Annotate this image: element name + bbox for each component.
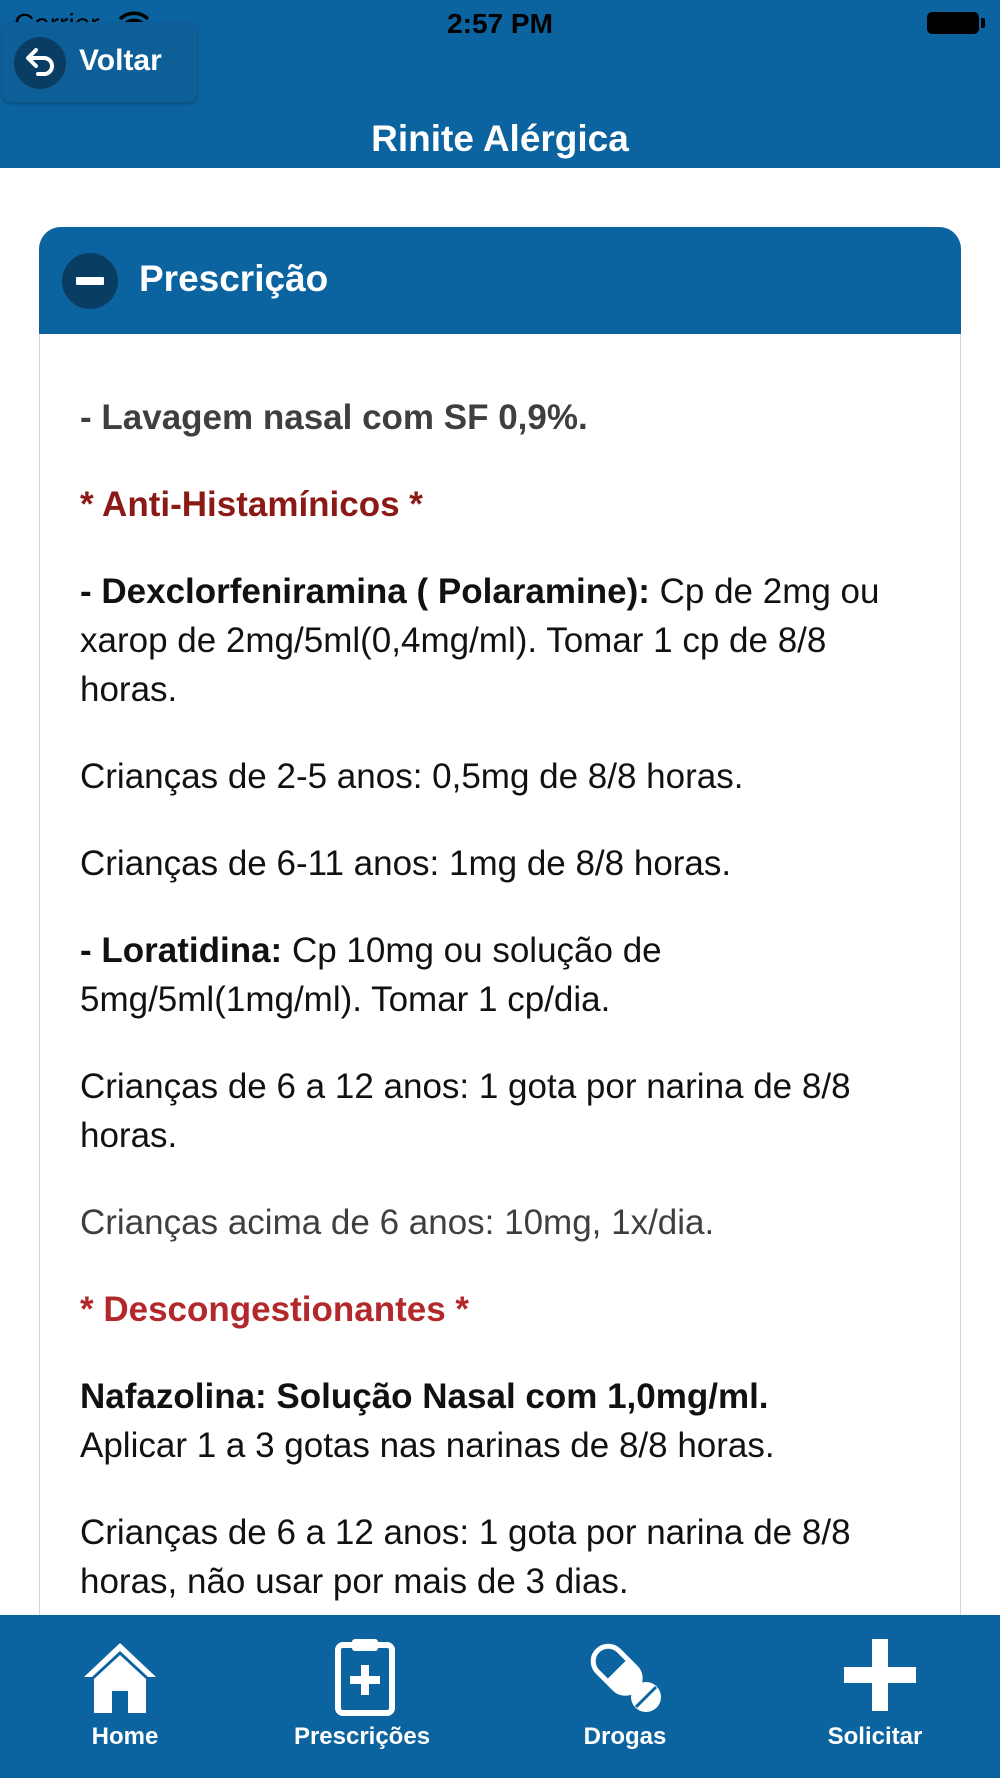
prescription-panel-header[interactable] — [39, 227, 961, 334]
tab-home-label: Home — [91, 1723, 159, 1750]
decongestants-heading: * Descongestionantes * — [80, 1290, 469, 1329]
nafazolina-child-dose: Crianças de 6 a 12 anos: 1 gota por narina de 8/8 horas, não usar por mais de 3 dias. — [80, 1513, 851, 1601]
loratidina-dose: Cp 10mg ou solução de 5mg/5ml(1mg/ml). Tomar 1 cp/dia. — [80, 931, 662, 1019]
nafazolina-paragraph — [80, 1372, 930, 1470]
clipboard-plus-icon — [334, 1637, 396, 1717]
loratidina-child-dose-2: Crianças acima de 6 anos: 10mg, 1x/dia. — [80, 1203, 715, 1242]
navigation-bar — [0, 0, 1000, 168]
tab-prescricoes[interactable] — [237, 1615, 487, 1778]
back-button[interactable] — [2, 22, 197, 102]
tab-drogas[interactable] — [500, 1615, 750, 1778]
tab-drogas-label: Drogas — [583, 1723, 667, 1750]
tab-solicitar[interactable] — [750, 1615, 1000, 1778]
battery-icon — [927, 12, 979, 34]
antihistamines-heading: * Anti-Histamínicos * — [80, 485, 423, 524]
page-title: Rinite Alérgica — [371, 118, 629, 159]
prescription-content — [80, 393, 930, 1644]
loratidina-child-dose-1: Crianças de 6 a 12 anos: 1 gota por narina de 8/8 horas. — [80, 1067, 851, 1155]
back-icon — [14, 37, 66, 89]
battery-tip — [981, 18, 985, 28]
tab-solicitar-label: Solicitar — [827, 1723, 923, 1750]
nafazolina-name: Nafazolina: Solução Nasal com 1,0mg/ml. — [80, 1377, 769, 1416]
collapse-icon[interactable] — [62, 253, 118, 309]
tab-prescricoes-label: Prescrições — [293, 1723, 431, 1750]
dexclorfeniramina-child-dose-1: Crianças de 2-5 anos: 0,5mg de 8/8 horas. — [80, 757, 744, 796]
dexclorfeniramina-paragraph — [80, 567, 930, 714]
minus-icon — [76, 277, 104, 285]
dexclorfeniramina-name: - Dexclorfeniramina ( Polaramine): — [80, 572, 650, 611]
home-icon — [80, 1637, 160, 1717]
back-button-label: Voltar — [79, 44, 162, 77]
nafazolina-dose: Aplicar 1 a 3 gotas nas narinas de 8/8 horas. — [80, 1426, 775, 1465]
dexclorfeniramina-child-dose-2: Crianças de 6-11 anos: 1mg de 8/8 horas. — [80, 844, 732, 883]
nasal-wash-line: - Lavagem nasal com SF 0,9%. — [80, 398, 588, 437]
dexclorfeniramina-dose: Cp de 2mg ou xarop de 2mg/5ml(0,4mg/ml). Tomar 1 cp de 8/8 horas. — [80, 572, 880, 709]
loratidina-name: - Loratidina: — [80, 931, 283, 970]
panel-title: Prescrição — [139, 258, 329, 299]
plus-icon — [842, 1637, 918, 1713]
tab-bar — [0, 1615, 1000, 1778]
pills-icon — [584, 1637, 664, 1717]
tab-home[interactable] — [0, 1615, 250, 1778]
loratidina-paragraph — [80, 926, 930, 1024]
clock: 2:57 PM — [447, 8, 553, 39]
